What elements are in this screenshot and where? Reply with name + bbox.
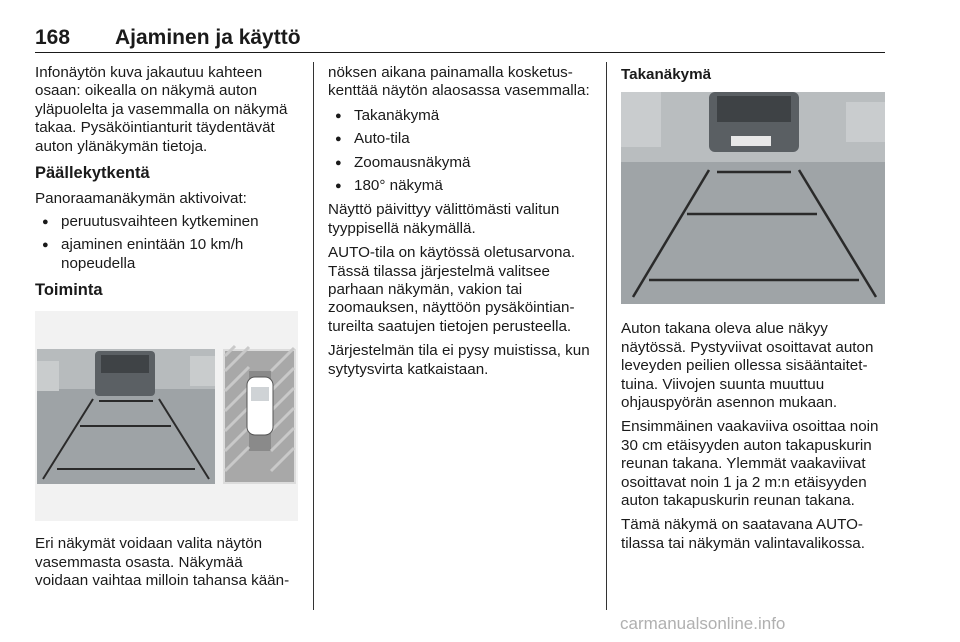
page-header <box>35 26 885 53</box>
list-item: ● Takanäkymä <box>328 107 593 125</box>
section-heading-operation: Toiminta <box>35 281 103 300</box>
panorama-view-figure <box>35 311 298 521</box>
views-list <box>328 107 593 196</box>
page-title: Ajaminen ja käyttö <box>115 26 301 49</box>
intro-paragraph: Infonäytön kuva jakautuu kahteen osaan: oikealla on näkymä auton yläpuolelta ja vasemmalla on näkymä takaa. Pysäköintianturit täydentävät auton ylänäkymän tietoja. <box>35 64 288 155</box>
rear-view-figure <box>621 92 885 304</box>
list-item: ● Zoomausnäkymä <box>328 154 593 172</box>
continued-paragraph: nöksen aikana painamalla kosketuskenttää näytön alaosassa vasemmalla: <box>328 64 590 100</box>
panorama-view-illustration <box>35 311 298 521</box>
list-item: ● peruutusvaihteen kytkeminen <box>35 213 300 231</box>
column-left <box>35 64 300 597</box>
activation-intro: Panoraamanäkymän aktivoivat: <box>35 190 247 208</box>
paragraph: Auton takana oleva alue näkyy näytössä. Pystyviivat osoittavat auton leveyden peilien ollessa sisääntaitettuina. Viivojen suunta muuttuu ohjauspyörän asennon mukaan. <box>621 320 874 412</box>
column-middle <box>328 64 593 385</box>
section-heading-activation: Päällekytkentä <box>35 164 150 183</box>
section-heading-rear-view: Takanäkymä <box>621 66 712 83</box>
list-item: ● 180° näkymä <box>328 177 593 195</box>
paragraph: Näyttö päivittyy välittömästi valitun tyyppisellä näkymällä. <box>328 201 560 237</box>
paragraph: Järjestelmän tila ei pysy muistissa, kun sytytysvirta katkaistaan. <box>328 342 590 378</box>
list-item: ● Auto-tila <box>328 130 593 148</box>
figure-caption-paragraph: Eri näkymät voidaan valita näytön vasemmasta osasta. Näkymää voidaan vaihtaa milloin tahansa kään- <box>35 535 290 590</box>
column-right <box>621 64 889 559</box>
page-number: 168 <box>35 26 71 49</box>
paragraph: Ensimmäinen vaakaviiva osoittaa noin 30 cm etäisyyden auton takapuskurin reunan takana. Ylemmät vaakaviivat osoittavat noin 1 ja 2 m:n etäisyyden auton takapuskurin reunan takana. <box>621 418 879 510</box>
list-item: ● ajaminen enintään 10 km/h nopeudella <box>35 236 300 273</box>
rear-view-illustration <box>621 92 885 304</box>
activation-list <box>35 213 300 273</box>
column-divider <box>313 62 314 610</box>
paragraph: Tämä näkymä on saatavana AUTO-tilassa tai näkymän valintavalikossa. <box>621 516 865 552</box>
paragraph: AUTO-tila on käytössä oletusarvona. Tässä tilassa järjestelmä valitsee parhaan näkymän, vakion tai zoomauksen, näyttöön pysäköintiantureilta saatujen tietojen perusteella. <box>328 244 576 335</box>
watermark: carmanualsonline.info <box>620 614 786 633</box>
column-divider <box>606 62 607 610</box>
